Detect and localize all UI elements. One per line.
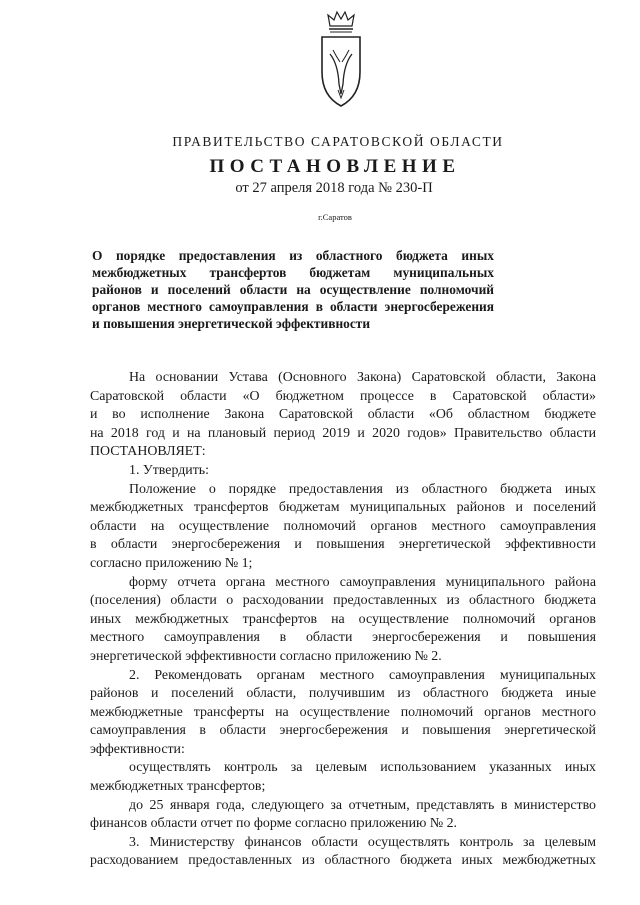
document-subject (92, 247, 494, 332)
body-line: осуществлять контроль за целевым использованием указанных иных (129, 760, 596, 776)
body-line: и во исполнение Закона Саратовской области «Об областном бюджете (90, 407, 596, 423)
body-line: межбюджетных трансфертов; (90, 779, 266, 795)
body-line: на 2018 год и на плановый период 2019 и 2020 годов» Правительство области (90, 425, 596, 441)
body-line: расходованием предоставленных из областного бюджета иных межбюджетных (90, 853, 596, 869)
subject-line: межбюджетных трансфертов бюджетам муниципальных (92, 265, 494, 280)
body-line: эффективности: (90, 741, 185, 757)
subject-line: О порядке предоставления из областного бюджета иных (92, 248, 494, 263)
body-line: самоуправления в области энергосбережения и повышения энергетической (90, 723, 596, 739)
government-name: ПРАВИТЕЛЬСТВО САРАТОВСКОЙ ОБЛАСТИ (172, 134, 504, 149)
body-line: форму отчета органа местного самоуправления муниципального района (129, 574, 596, 590)
body-line: ПОСТАНОВЛЯЕТ: (90, 444, 206, 460)
body-line: Саратовской области «О бюджетном процессе в Саратовской области» (90, 388, 596, 404)
body-line: иных межбюджетных трансфертов на осуществление полномочий органов (90, 611, 596, 627)
subject-line: и повышения энергетической эффективности (92, 316, 371, 331)
document-city: г.Саратов (318, 212, 352, 222)
body-line: энергетической эффективности согласно приложению № 2. (90, 648, 442, 664)
body-line: На основании Устава (Основного Закона) Саратовской области, Закона (129, 370, 596, 385)
body-line: финансов области отчет по форме согласно приложению № 2. (90, 816, 458, 832)
body-line: межбюджетных трансфертов бюджетам муниципальных районов и поселений (90, 500, 596, 516)
body-line: районов и поселений области, получившим из областного бюджета иные (90, 686, 596, 702)
body-line: в области энергосбережения и повышения энергетической эффективности (90, 537, 596, 553)
body-line: 1. Утвердить: (129, 462, 209, 478)
body-line: согласно приложению № 1; (90, 555, 253, 571)
saratov-coat-of-arms-icon (316, 10, 366, 110)
body-line: (поселения) области о расходовании предоставленных из областного бюджета (90, 593, 596, 609)
subject-line: районов и поселений области на осуществление полномочий (92, 282, 494, 297)
body-line: 2. Рекомендовать органам местного самоуправления муниципальных (129, 667, 596, 683)
document-date-number: от 27 апреля 2018 года № 230-П (235, 180, 433, 196)
body-line: до 25 января года, следующего за отчетным, представлять в министерство (129, 797, 596, 813)
body-line: местного самоуправления в области энергосбережения и повышения (90, 630, 596, 646)
body-line: Положение о порядке предоставления из областного бюджета иных (129, 481, 596, 497)
body-line: 3. Министерству финансов области осуществлять контроль за целевым (129, 834, 596, 850)
body-line: межбюджетные трансферты на осуществление полномочий органов местного (90, 704, 596, 720)
document-type-title: ПОСТАНОВЛЕНИЕ (209, 156, 461, 177)
document-body (90, 369, 596, 871)
subject-line: органов местного самоуправления в области энергосбережения (92, 299, 494, 314)
body-line: области на осуществление полномочий органов местного самоуправления (90, 518, 596, 534)
